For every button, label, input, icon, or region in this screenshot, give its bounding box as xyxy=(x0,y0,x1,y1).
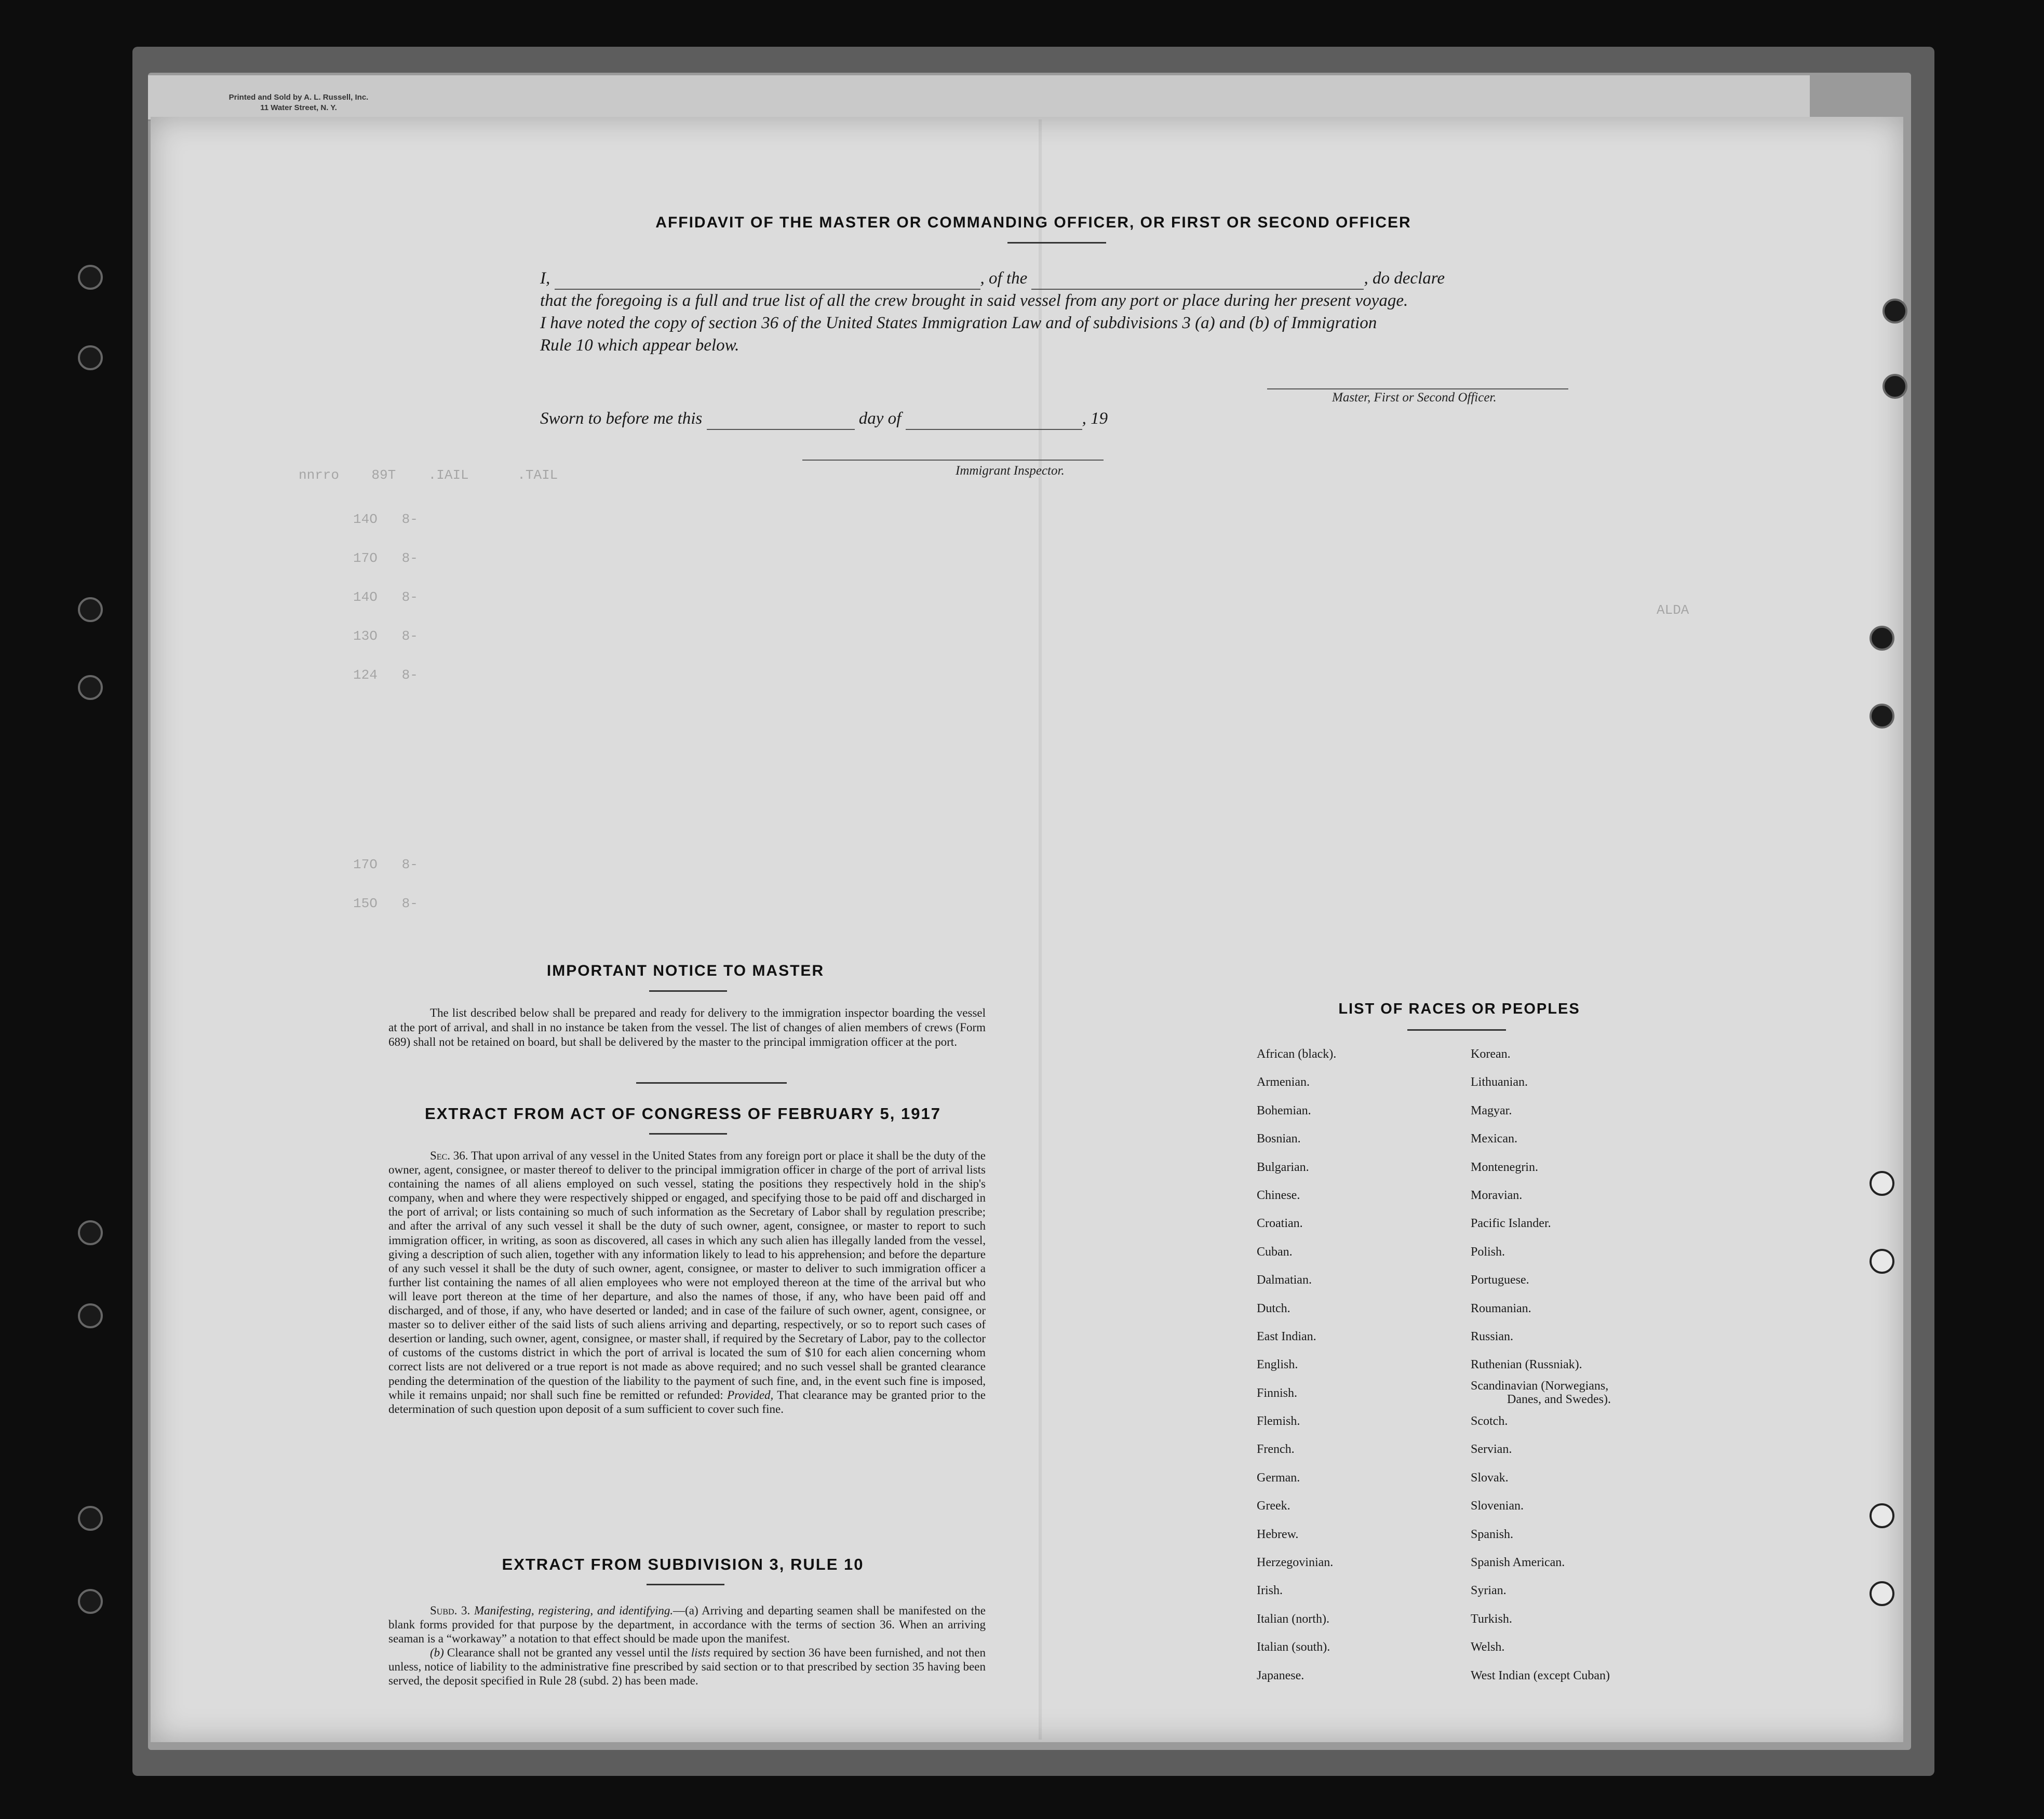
race-item: French. xyxy=(1257,1443,1295,1457)
printer-line-2: 11 Water Street, N. Y. xyxy=(260,103,337,112)
races-right-column xyxy=(1471,1040,1611,1690)
binder-hole-icon xyxy=(1870,1249,1894,1274)
race-item: Spanish. xyxy=(1471,1527,1514,1541)
affidavit-line-4: Rule 10 which appear below. xyxy=(540,336,739,355)
show-through-text: 17O 8- xyxy=(353,550,418,566)
race-item: Croatian. xyxy=(1257,1217,1303,1231)
race-item: Bosnian. xyxy=(1257,1132,1301,1146)
notice-title: IMPORTANT NOTICE TO MASTER xyxy=(546,962,825,979)
race-item: West Indian (except Cuban) xyxy=(1471,1668,1610,1682)
race-item: Servian. xyxy=(1471,1443,1512,1457)
race-item: Flemish. xyxy=(1257,1414,1300,1429)
rule-a-body: Arriving and departing seamen shall be manifested on the blank forms provided for that purpose by the department, in accordance with the terms of section 36. When an arriving seaman is a “workaway” a notation to that effect should be made upon the manifest. xyxy=(388,1604,986,1645)
sworn-line xyxy=(540,408,1579,430)
race-item: Irish. xyxy=(1257,1584,1283,1598)
rule-b-body-1: Clearance shall not be granted any vessel until the xyxy=(447,1646,688,1659)
race-item: Roumanian. xyxy=(1471,1301,1531,1315)
show-through-text: ALDA xyxy=(1657,602,1689,618)
show-through-text: 15O 8- xyxy=(353,896,418,911)
year-prefix: , 19 xyxy=(1082,409,1108,428)
race-item: Russian. xyxy=(1471,1329,1514,1343)
affidavit-body xyxy=(540,267,1579,357)
race-item: Moravian. xyxy=(1471,1188,1523,1202)
binder-hole-icon xyxy=(1870,626,1894,651)
race-item: English. xyxy=(1257,1358,1298,1372)
notice-end-rule xyxy=(636,1082,787,1084)
master-signature-line[interactable] xyxy=(1267,388,1568,389)
race-item: Welsh. xyxy=(1471,1640,1505,1654)
races-left-column xyxy=(1257,1040,1336,1690)
race-item: Slovak. xyxy=(1471,1471,1509,1485)
rule-title-rule xyxy=(647,1584,724,1585)
rule-subd-label: Subd. 3. xyxy=(430,1604,470,1617)
race-item: Armenian. xyxy=(1257,1075,1310,1089)
binder-hole-icon xyxy=(78,345,103,370)
rule-subd-title: Manifesting, registering, and identifying. xyxy=(474,1604,674,1617)
race-item: Slovenian. xyxy=(1471,1499,1524,1513)
show-through-text: 17O 8- xyxy=(353,857,418,872)
race-item-scandinavian xyxy=(1471,1379,1611,1407)
race-item: Korean. xyxy=(1471,1047,1511,1061)
binder-hole-icon xyxy=(78,597,103,622)
race-item: Magyar. xyxy=(1471,1103,1512,1117)
affidavit-line-2: that the foregoing is a full and true list of all the crew brought in said vessel from any port or place during her present voyage. xyxy=(540,291,1408,310)
race-item: Scotch. xyxy=(1471,1414,1508,1429)
race-item: Portuguese. xyxy=(1471,1273,1529,1287)
affidavit-do-declare: , do declare xyxy=(1364,269,1445,288)
show-through-text: nnrro 89T .IAIL .TAIL xyxy=(299,467,558,483)
act-body-text: That upon arrival of any vessel in the United States from any foreign port or place it shall be the duty of the owner, agent, consignee, or master thereof to deliver to the principal immigration officer in charge of the port of arrival lists containing the names of all aliens employed on such vessel, stating the positions they respectively hold in the ship's company, when and where they were respectively shipped or engaged, and specifying those to be paid off and discharged in the port of arrival; or lists containing so much of such information as the Secretary of Labor shall by regulation prescribe; and after the arrival of any such vessel it shall be the duty of such owner, agent, consignee, or master to report to such immigration officer, in writing, as soon as discovered, all cases in which any such alien has illegally landed from the vessel, giving a description of such alien, together with any information likely to lead to his apprehension; and before the departure of any such vessel it shall be the duty of such owner, agent, consignee, or master to deliver to such immigration officer a further list containing the names of all alien employees who were not employed thereon at the time of the arrival but who will leave port thereon at the time of her departure, and also the names of those, if any, who have been paid off and discharged, and of those, if any, who have deserted or landed; and in case of the failure of such owner, agent, consignee, or master so to deliver either of the said lists of such aliens arriving and departing, respectively, or so to report such cases of desertion or landing, such owner, agent, consignee, or master shall, if required by the Secretary of Labor, pay to the collector of customs of the customs district in which the port of arrival is located the sum of $10 for each alien concerning whom correct lists are not delivered or a true report is not made as above required; and no such vessel shall be granted clearance pending the determination of the question of the liability to the payment of such fine, and, in the event such fine is imposed, while it remains unpaid; nor shall such fine be remitted or refunded: xyxy=(388,1149,986,1402)
rule-a-label: —(a) xyxy=(673,1604,698,1617)
race-item: Cuban. xyxy=(1257,1245,1293,1259)
race-item: Finnish. xyxy=(1257,1386,1298,1400)
binder-hole-icon xyxy=(1870,1171,1894,1196)
show-through-text: 14O 8- xyxy=(353,511,418,527)
binder-hole-icon xyxy=(1882,374,1907,399)
race-item: Syrian. xyxy=(1471,1584,1507,1598)
race-item: Bulgarian. xyxy=(1257,1160,1309,1174)
affidavit-line-3: I have noted the copy of section 36 of the United States Immigration Law and of subdivisions 3 (a) and (b) of Immigration xyxy=(540,314,1377,332)
rule-b-body-2: required by section 36 have been furnished, and not then unless, notice of liability to the administrative fine prescribed by said section or to that prescribed by section 35 having been served, the deposit specified in Rule 28 (subd. 2) has been made. xyxy=(388,1646,986,1687)
printer-imprint xyxy=(190,92,408,113)
act-title: EXTRACT FROM ACT OF CONGRESS OF FEBRUARY 5, 1917 xyxy=(425,1104,941,1123)
race-item: Greek. xyxy=(1257,1499,1290,1513)
race-item: Mexican. xyxy=(1471,1132,1517,1146)
affidavit-of-the: , of the xyxy=(980,269,1028,288)
act-title-rule xyxy=(649,1133,727,1135)
race-item: Herzegovinian. xyxy=(1257,1556,1334,1570)
affidavit-title-rule xyxy=(1007,242,1106,244)
race-item: Hebrew. xyxy=(1257,1527,1299,1541)
notice-text: The list described below shall be prepared and ready for delivery to the immigration inspector boarding the vessel at the port of arrival, and shall in no instance be taken from the vessel. The list of changes of alien members of crews (Form 689) shall not be retained on board, but shall be delivered by the master to the principal immigration officer at the port. xyxy=(388,1006,986,1048)
show-through-text: 14O 8- xyxy=(353,589,418,605)
race-item: Scandinavian (Norwegians, xyxy=(1471,1379,1609,1393)
act-body-end: That clearance may be granted prior to the determination of such question upon deposit of a sum sufficient to cover such fine. xyxy=(388,1388,986,1416)
race-item: Italian (south). xyxy=(1257,1640,1330,1654)
binder-hole-icon xyxy=(1870,1503,1894,1528)
race-item: East Indian. xyxy=(1257,1329,1316,1343)
sworn-text: Sworn to before me this xyxy=(540,409,703,428)
race-item: Japanese. xyxy=(1257,1668,1305,1682)
binder-hole-icon xyxy=(78,1220,103,1245)
affidavit-i: I, xyxy=(540,269,550,288)
notice-title-rule xyxy=(649,990,727,992)
rule-title: EXTRACT FROM SUBDIVISION 3, RULE 10 xyxy=(502,1555,864,1573)
show-through-text: 13O 8- xyxy=(353,628,418,644)
binder-hole-icon xyxy=(78,675,103,700)
rule-body xyxy=(388,1604,986,1688)
act-body xyxy=(388,1149,986,1416)
race-item-continued: Danes, and Swedes). xyxy=(1507,1392,1611,1406)
race-item: Chinese. xyxy=(1257,1188,1300,1202)
notice-body xyxy=(388,1006,986,1049)
race-item: Bohemian. xyxy=(1257,1103,1311,1117)
race-item: Dalmatian. xyxy=(1257,1273,1312,1287)
sworn-month-field[interactable] xyxy=(906,429,1082,430)
binder-hole-icon xyxy=(1870,704,1894,729)
race-item: Ruthenian (Russniak). xyxy=(1471,1358,1582,1372)
race-item: Montenegrin. xyxy=(1471,1160,1538,1174)
rule-b-lists: lists xyxy=(691,1646,710,1659)
race-item: German. xyxy=(1257,1471,1300,1485)
act-provided-label: Provided, xyxy=(727,1388,774,1402)
race-item: Turkish. xyxy=(1471,1612,1512,1626)
race-item: Lithuanian. xyxy=(1471,1075,1528,1089)
race-item: Spanish American. xyxy=(1471,1556,1565,1570)
printer-line-1: Printed and Sold by A. L. Russell, Inc. xyxy=(228,93,369,102)
binder-hole-icon xyxy=(78,1303,103,1328)
race-item: Italian (north). xyxy=(1257,1612,1329,1626)
inspector-signature-label: Immigrant Inspector. xyxy=(956,464,1065,478)
affidavit-title: AFFIDAVIT OF THE MASTER OR COMMANDING OFFICER, OR FIRST OR SECOND OFFICER xyxy=(655,214,1411,231)
show-through-text: 124 8- xyxy=(353,667,418,683)
races-title-rule xyxy=(1407,1029,1506,1031)
day-of-text: day of xyxy=(858,409,902,428)
act-section-label: Sec. 36. xyxy=(430,1149,468,1162)
races-title: LIST OF RACES OR PEOPLES xyxy=(1338,1001,1580,1017)
binder-hole-icon xyxy=(78,265,103,290)
binder-hole-icon xyxy=(78,1506,103,1531)
race-item: Pacific Islander. xyxy=(1471,1217,1551,1231)
race-item: Dutch. xyxy=(1257,1301,1290,1315)
master-signature-label: Master, First or Second Officer. xyxy=(1332,390,1497,405)
rule-b-label: (b) xyxy=(430,1646,444,1659)
inspector-signature-line[interactable] xyxy=(802,460,1104,461)
center-fold xyxy=(1039,119,1042,1740)
binder-hole-icon xyxy=(1870,1581,1894,1606)
binder-hole-icon xyxy=(1882,299,1907,324)
sworn-day-field[interactable] xyxy=(707,429,855,430)
affidavit-page xyxy=(151,117,1903,1742)
race-item: Polish. xyxy=(1471,1245,1505,1259)
binder-hole-icon xyxy=(78,1589,103,1614)
race-item: African (black). xyxy=(1257,1047,1337,1061)
